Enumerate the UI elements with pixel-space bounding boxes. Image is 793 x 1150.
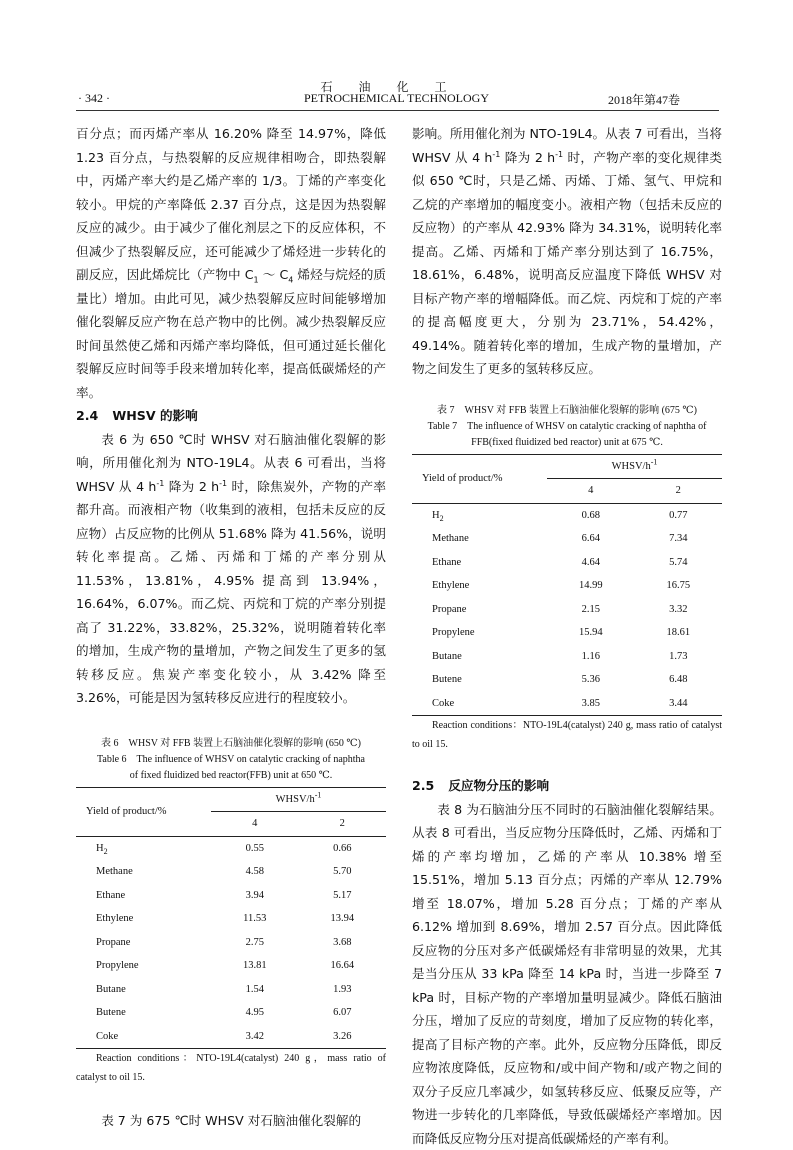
text-run: 降为 2 h: [500, 150, 555, 165]
section-number: 2.4: [76, 408, 98, 423]
yield-value: 1.16: [547, 645, 635, 669]
table-row: [412, 527, 722, 551]
yield-value: 4.58: [211, 860, 299, 884]
product-name: [76, 954, 211, 978]
left-column: [76, 122, 386, 1133]
table-row: [76, 931, 386, 955]
table-6-body: [76, 836, 386, 1049]
product-name: [412, 598, 547, 622]
product-name: [76, 1001, 211, 1025]
column-header: 4: [211, 812, 299, 837]
group-header: [547, 454, 722, 479]
text-run: 百分点；而丙烯产率从 16.20% 降至 14.97%，降低 1.23 百分点，与热裂解的反应规律相吻合，即热裂解中，丙烯产率大约是乙烯产率的 1/3。丁烯的产率变化较小。甲烷的产率降低 2.37 百分点，这是因为热裂解反应的减少。由于减少了催化剂层之下的反应体积，不但减少了热裂解反应，还可能减少了烯烃进一步转化的副反应，因此烯烷比（产物中 C: [76, 126, 386, 282]
product-name-text: Coke: [432, 698, 454, 709]
row-header: Yield of product/%: [412, 454, 547, 503]
yield-value: 4.95: [211, 1001, 299, 1025]
product-name: [412, 551, 547, 575]
text-run: ～ C: [259, 267, 289, 282]
product-name: [76, 1025, 211, 1049]
product-name: [412, 574, 547, 598]
superscript: -1: [492, 149, 500, 158]
product-name-text: Butane: [96, 984, 126, 995]
product-name-text: Ethylene: [432, 580, 469, 591]
table-row: [76, 954, 386, 978]
right-column: [412, 122, 722, 1150]
group-header: [211, 787, 386, 812]
table-row: [412, 503, 722, 527]
table-7-caption-en-2: FFB(fixed fluidized bed reactor) unit at 675 ℃.: [412, 435, 722, 451]
product-name-text: Ethane: [96, 890, 125, 901]
left-paragraph-1: [76, 122, 386, 404]
superscript: -1: [156, 478, 164, 487]
row-header: Yield of product/%: [76, 787, 211, 836]
table-row: [412, 598, 722, 622]
text-run: 影响。所用催化剂为 NTO-19L4。从表 7 可看出，当将 WHSV 从 4 h: [412, 126, 722, 165]
subscript: 2: [440, 514, 444, 523]
table-7-caption-cn: 表 7 WHSV 对 FFB 装置上石脑油催化裂解的影响 (675 ℃): [412, 403, 722, 419]
product-name: [76, 836, 211, 860]
table-6-grid: [76, 787, 386, 1050]
table-7-caption-en-1: Table 7 The influence of WHSV on catalytic cracking of naphtha of: [412, 419, 722, 435]
table-row: [76, 884, 386, 908]
text-run: 降为 2 h: [164, 479, 219, 494]
text-run: 时，产物产率的变化规律类似 650 ℃时，只是乙烯、丙烯、丁烯、氢气、甲烷和乙烷的产率增加的幅度变小。液相产物（包括未反应的反应物）的产率从 42.93% 降为 34.31%，说明转化率提高。乙烯、丙烯和丁烯产率分别达到了 16.75%，18.61%，6.48%，说明高反应温度下降低 WHSV 对目标产物产率的增幅降低。而乙烷、丙烷和丁烷的产率的提高幅度更大，分别为 23.71%，54.42%，49.14%。随着转化率的增加，生成产物的量增加，产物之间发生了更多的氢转移反应。: [412, 150, 722, 377]
yield-value: 1.73: [635, 645, 723, 669]
table-row: [412, 668, 722, 692]
table-6-caption-en-2: of fixed fluidized bed reactor(FFB) unit at 650 ℃.: [76, 768, 386, 784]
column-header: 2: [299, 812, 387, 837]
table-row: [76, 1025, 386, 1049]
left-paragraph-2: [76, 428, 386, 710]
section-heading-2-4: [76, 404, 386, 428]
table-7-grid: [412, 454, 722, 717]
table-row: [76, 860, 386, 884]
superscript: -1: [555, 149, 563, 158]
product-name-text: Methane: [96, 866, 133, 877]
yield-value: 16.64: [299, 954, 387, 978]
yield-value: 6.64: [547, 527, 635, 551]
group-header-text: WHSV/h: [276, 794, 315, 805]
product-name: [412, 692, 547, 716]
product-name-text: Propane: [96, 937, 130, 948]
column-header: 2: [635, 479, 723, 504]
subscript: 4: [288, 276, 293, 285]
product-name: [76, 884, 211, 908]
yield-value: 0.55: [211, 836, 299, 860]
table-row: [412, 692, 722, 716]
section-title: WHSV 的影响: [112, 408, 197, 423]
yield-value: 3.42: [211, 1025, 299, 1049]
journal-title-en: PETROCHEMICAL TECHNOLOGY: [0, 91, 793, 106]
yield-value: 0.66: [299, 836, 387, 860]
product-name-text: Coke: [96, 1031, 118, 1042]
yield-value: 14.99: [547, 574, 635, 598]
yield-value: 0.77: [635, 503, 723, 527]
table-6-caption-en-1: Table 6 The influence of WHSV on catalytic cracking of naphtha: [76, 752, 386, 768]
page-number: · 342 ·: [78, 91, 110, 106]
yield-value: 2.75: [211, 931, 299, 955]
section-title: 反应物分压的影响: [448, 778, 549, 793]
volume-info: 2018年第47卷: [608, 91, 680, 108]
journal-title-cn: 石油化工: [0, 78, 793, 95]
yield-value: 6.48: [635, 668, 723, 692]
table-row: [76, 836, 386, 860]
left-paragraph-3: 表 7 为 675 ℃时 WHSV 对石脑油催化裂解的: [76, 1109, 386, 1133]
product-name-text: Butene: [96, 1007, 126, 1018]
yield-value: 5.70: [299, 860, 387, 884]
yield-value: 6.07: [299, 1001, 387, 1025]
product-name-text: Butane: [432, 651, 462, 662]
yield-value: 1.93: [299, 978, 387, 1002]
superscript: -1: [219, 478, 227, 487]
right-paragraph-1: [412, 122, 722, 381]
yield-value: 15.94: [547, 621, 635, 645]
product-name-text: Propylene: [432, 627, 475, 638]
product-name-text: Methane: [432, 533, 469, 544]
yield-value: 4.64: [547, 551, 635, 575]
yield-value: 7.34: [635, 527, 723, 551]
yield-value: 11.53: [211, 907, 299, 931]
product-name-text: Ethane: [432, 557, 461, 568]
table-row: [412, 551, 722, 575]
table-row: [76, 1001, 386, 1025]
yield-value: 1.54: [211, 978, 299, 1002]
yield-value: 3.94: [211, 884, 299, 908]
product-name: [412, 668, 547, 692]
column-header: 4: [547, 479, 635, 504]
yield-value: 16.75: [635, 574, 723, 598]
yield-value: 0.68: [547, 503, 635, 527]
yield-value: 13.81: [211, 954, 299, 978]
yield-value: 5.17: [299, 884, 387, 908]
yield-value: 13.94: [299, 907, 387, 931]
superscript: -1: [315, 790, 322, 799]
subscript: 1: [254, 276, 259, 285]
product-name: [412, 645, 547, 669]
yield-value: 3.26: [299, 1025, 387, 1049]
table-row: [412, 645, 722, 669]
yield-value: 5.36: [547, 668, 635, 692]
product-name-text: H: [96, 843, 104, 854]
table-7-note: Reaction conditions：NTO-19L4(catalyst) 240 g, mass ratio of catalyst to oil 15.: [412, 716, 722, 754]
text-run: 烯烃与烷烃的质量比）增加。由此可见，减少热裂解反应时间能够增加催化裂解反应产物在总产物中的比例。减少热裂解反应时间虽然使乙烯和丙烯产率均降低，但可通过延长催化裂解反应时间等手段来增加转化率，提高低碳烯烃的产率。: [76, 267, 386, 400]
table-6-note: Reaction conditions：NTO-19L4(catalyst) 240 g，mass ratio of catalyst to oil 15.: [76, 1049, 386, 1087]
subscript: 2: [104, 847, 108, 856]
table-row: [412, 621, 722, 645]
product-name-text: Ethylene: [96, 913, 133, 924]
yield-value: 18.61: [635, 621, 723, 645]
header-rule: [76, 110, 719, 111]
product-name: [412, 621, 547, 645]
product-name-text: Propylene: [96, 960, 139, 971]
superscript: -1: [651, 457, 658, 466]
yield-value: 3.44: [635, 692, 723, 716]
table-7-body: [412, 503, 722, 716]
product-name: [412, 527, 547, 551]
product-name-text: H: [432, 510, 440, 521]
table-row: [76, 978, 386, 1002]
product-name: [76, 907, 211, 931]
group-header-text: WHSV/h: [612, 461, 651, 472]
product-name: [76, 860, 211, 884]
table-6-caption-cn: 表 6 WHSV 对 FFB 装置上石脑油催化裂解的影响 (650 ℃): [76, 736, 386, 752]
section-heading-2-5: [412, 774, 722, 798]
yield-value: 3.32: [635, 598, 723, 622]
yield-value: 5.74: [635, 551, 723, 575]
yield-value: 3.85: [547, 692, 635, 716]
yield-value: 2.15: [547, 598, 635, 622]
text-run: 时，除焦炭外，产物的产率都升高。而液相产物（收集到的液相，包括未反应的反应物）占反应物的比例从 51.68% 降为 41.56%，说明转化率提高。乙烯、丙烯和丁烯的产率分别从 11.53%，13.81%，4.95% 提高到 13.94%，16.64%，6.07%。而乙烷、丙烷和丁烷的产率分别提高了 31.22%，33.82%，25.32%，说明随着转化率的增加，生成产物的量增加，产物之间发生了更多的氢转移反应。焦炭产率变化较小，从 3.42% 降至 3.26%，可能是因为氢转移反应进行的程度较小。: [76, 479, 386, 706]
text-run: 表 6 为 650 ℃时 WHSV 对石脑油催化裂解的影响，所用催化剂为 NTO-19L4。从表 6 可看出，当将 WHSV 从 4 h: [76, 432, 386, 494]
right-paragraph-2: 表 8 为石脑油分压不同时的石脑油催化裂解结果。从表 8 可看出，当反应物分压降低时，乙烯、丙烯和丁烯的产率均增加，乙烯的产率从 10.38% 增至 15.51%，增加 5.13 百分点；丙烯的产率从 12.79% 增至 18.07%，增加 5.28 百分点；丁烯的产率从 6.12% 增加到 8.69%，增加 2.57 百分点。因此降低反应物的分压对多产低碳烯烃有非常明显的效果，尤其是当分压从 33 kPa 降至 14 kPa 时，当进一步降至 7 kPa 时，目标产物的产率增加量明显减少。降低石脑油分压，增加了反应的苛刻度，增加了反应物的转化率，提高了目标产物的产率。此外，反应物分压降低，即反应物浓度降低，反应物和/或中间产物和/或产物之间的双分子反应几率减少，如氢转移反应、低聚反应等，产物进一步转化的几率降低，导致低碳烯烃产率增加。因而降低反应物分压对提高低碳烯烃的产率有利。: [412, 798, 722, 1150]
product-name: [412, 503, 547, 527]
yield-value: 3.68: [299, 931, 387, 955]
table-row: [76, 907, 386, 931]
product-name: [76, 931, 211, 955]
product-name: [76, 978, 211, 1002]
product-name-text: Propane: [432, 604, 466, 615]
table-6: [76, 736, 386, 1088]
table-7: [412, 403, 722, 755]
section-number: 2.5: [412, 778, 434, 793]
table-row: [412, 574, 722, 598]
product-name-text: Butene: [432, 674, 462, 685]
